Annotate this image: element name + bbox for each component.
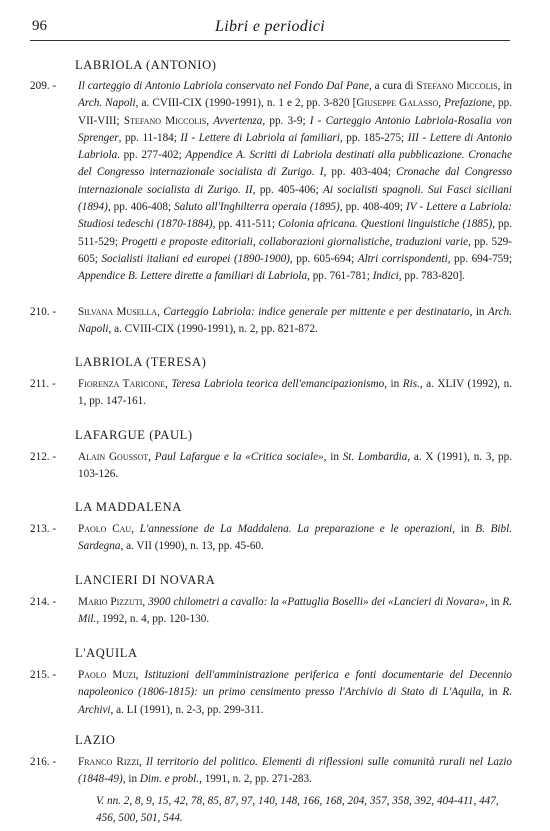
section-heading-labriola-antonio: LABRIOLA (ANTONIO) [75, 58, 217, 72]
entry-journal: St. Lombardia [342, 451, 408, 463]
entry-number: 215. - [30, 669, 57, 681]
entry-author: Paolo Cau [78, 523, 132, 535]
entry-journal: Arch. Napoli [78, 306, 513, 336]
entry-number: 214. - [30, 596, 57, 608]
page-number: 96 [32, 18, 47, 34]
entry-number: 211. - [30, 378, 56, 390]
entry-text: Mario Pizzuti, 3900 chilometri a cavallo: la «Pattuglia Boselli» dei «Lancieri di Novara», in R. Mil., 1992, n. 4, pp. 120-130. [78, 596, 513, 626]
page-header [30, 18, 510, 40]
entry-journal: R. Archivi [78, 686, 512, 716]
entry-text: Paolo Muzi, Istituzioni dell'amministrazione periferica e fonti documentarie del Decennio napoleonico (1806-1815): un primo censimento presso l'Archivio di Stato di L'Aquila, in R. Archivi, a. LI (1991), n. 2-3, pp. 299-311. [78, 669, 513, 716]
entry-text: Franco Rizzi, Il territorio del politico. Elementi di riflessioni sulle comunità rurali nel Lazio (1848-49), in Dim. e probl., 1991, n. 2, pp. 271-283. [78, 756, 512, 786]
entry-author: Silvana Musella [78, 306, 158, 318]
entry-title: 3900 chilometri a cavallo: la «Pattuglia Boselli» dei «Lancieri di Novara» [148, 596, 486, 608]
entry-209 [30, 78, 512, 298]
entry-211 [30, 376, 512, 412]
entry-author: Mario Pizzuti [78, 596, 143, 608]
entry-journal: Dim. e probl. [139, 773, 200, 786]
entry-author: Fiorenza Taricone [78, 378, 166, 390]
section-heading-lancieri: LANCIERI DI NOVARA [75, 573, 216, 587]
entry-text: Silvana Musella, Carteggio Labriola: indice generale per mittente e per destinatario, in Arch. Napoli, a. CVIII-CIX (1990-1991), n. 2, pp. 821-872. [78, 306, 513, 336]
entry-213 [30, 521, 512, 557]
entry-text: Fiorenza Taricone, Teresa Labriola teorica dell'emancipazionismo, in Ris., a. XLIV (1992), n. 1, pp. 147-161. [78, 378, 512, 408]
running-title: Libri e periodici [215, 18, 325, 35]
entry-number: 210. - [30, 306, 57, 318]
entry-number: 216. - [30, 756, 57, 768]
header-rule [30, 40, 510, 41]
entry-title: Il carteggio di Antonio Labriola conservato nel Fondo Dal Pane, [78, 80, 372, 92]
entry-text: Paolo Cau, L'annessione de La Maddalena. La preparazione e le operazioni, in B. Bibl. Sardegna, a. VII (1990), n. 13, pp. 45-60. [78, 523, 513, 553]
entry-author: Paolo Muzi [78, 669, 136, 681]
entry-210 [30, 304, 512, 340]
entry-number: 213. - [30, 523, 57, 535]
cross-references: V. nn. 2, 8, 9, 15, 42, 78, 85, 87, 97, 140, 148, 166, 168, 204, 357, 358, 392, 404-411, 447, 456, 500, 501, 544. [96, 795, 499, 824]
entry-editor: Stefano Miccolis [416, 80, 498, 92]
entry-text: Il carteggio di Antonio Labriola conservato nel Fondo Dal Pane, a cura di Stefano Miccolis, in Arch. Napoli, a. CVIII-CIX (1990-1991), n. 1 e 2, pp. 3-820 [Giuseppe Galasso, Prefazione, pp. VII-VIII; Stefano Miccolis, Avvertenza, pp. 3-9; I - Carteggio Antonio Labriola-Rosalia von Sprenger, pp. 11-184; II - Lettere di Labriola ai familiari, pp. 185-275; III - Lettere di Antonio Labriola. pp. 277-402; Appendice A. Scritti di Labriola destinati alla pubblicazione. Cronache del Congresso internazionale socialista di Zurigo. I, pp. 403-404; Cronache dal Congresso internazionale socialista di Zurigo. II, pp. 405-406; Ai socialisti spagnoli. Sui Fasci siciliani (1894), pp. 406-408; Saluto all'Inghilterra operaia (1895), pp. 408-409; IV - Lettere a Labriola: Studiosi tedeschi (1870-1884), pp. 411-511; Colonia africana. Questioni linguistiche (1885), pp. 511-529; Progetti e proposte editoriali, collaborazioni giornalistiche, traduzioni varie, pp. 529-605; Socialisti italiani ed europei (1890-1900), pp. 605-694; Altri corrispondenti, pp. 694-759; Appendice B. Lettere dirette a familiari di Labriola, pp. 761-781; Indici, pp. 783-820]. [78, 80, 513, 283]
section-heading-lazio: LAZIO [75, 733, 116, 747]
section-heading-labriola-teresa: LABRIOLA (TERESA) [75, 355, 207, 369]
section-heading-lafargue: LAFARGUE (PAUL) [75, 428, 193, 442]
entry-title: Il territorio del politico. Elementi di riflessioni sulle comunità rurali nel Lazio (1848-49) [78, 756, 512, 786]
section-heading-la-maddalena: LA MADDALENA [75, 500, 182, 514]
entry-journal: Arch. Napoli [78, 97, 136, 110]
entry-number: 212. - [30, 451, 57, 463]
entry-author: Alain Goussot [78, 451, 149, 463]
entry-contributor: Giuseppe Galasso [356, 97, 439, 110]
entry-text: Alain Goussot, Paul Lafargue e la «Critica sociale», in St. Lombardia, a. X (1991), n. 3, pp. 103-126. [78, 451, 513, 481]
entry-214 [30, 594, 512, 630]
section-heading-aquila: L'AQUILA [75, 646, 138, 660]
entry-number: 209. - [30, 80, 57, 92]
entry-contributor: Stefano Miccolis [123, 114, 207, 127]
entry-journal: Ris. [402, 378, 420, 390]
entry-journal: R. Mil. [78, 596, 513, 626]
entry-215 [30, 667, 512, 721]
entry-title: Paul Lafargue e la «Critica sociale» [154, 451, 324, 463]
entry-212 [30, 449, 512, 485]
entry-journal: B. Bibl. Sardegna [78, 523, 513, 553]
entry-author: Franco Rizzi [78, 756, 139, 768]
entry-title: L'annessione de La Maddalena. La preparazione e le operazioni [139, 523, 453, 535]
entry-title: Istituzioni dell'amministrazione periferica e fonti documentarie del Decennio napoleonico (1806-1815): un primo censimento presso l'Archivio di Stato di L'Aquila [78, 669, 513, 699]
entry-216 [30, 754, 512, 790]
entry-title: Teresa Labriola teorica dell'emancipazionismo [171, 378, 385, 390]
entry-title: Carteggio Labriola: indice generale per mittente e per destinatario [163, 306, 470, 318]
